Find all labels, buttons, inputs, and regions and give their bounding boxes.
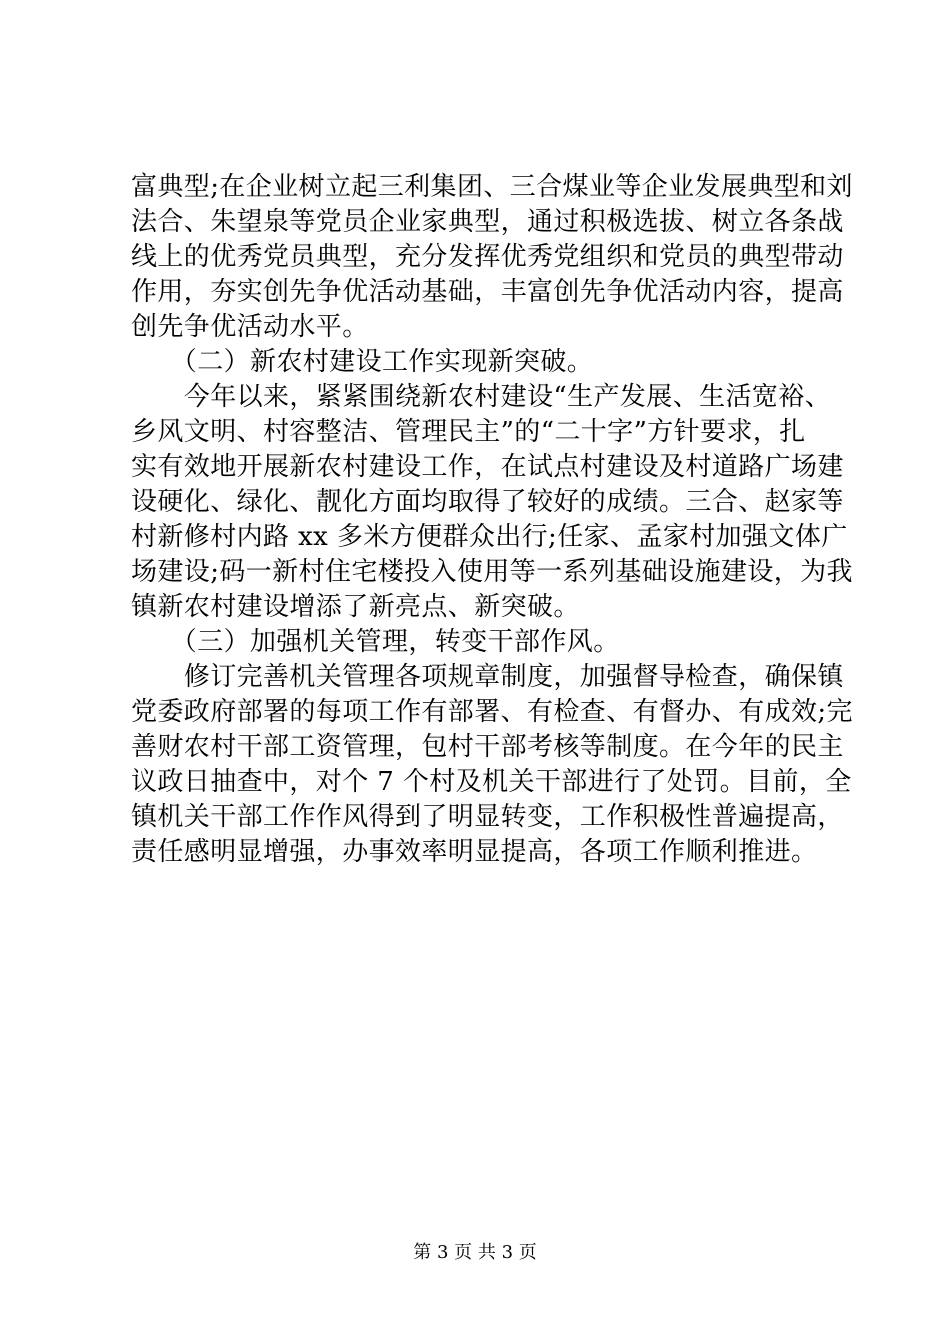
text-line: 法合、朱望泉等党员企业家典型，通过积极选拔、树立各条战 [131,207,844,237]
text-line: 今年以来，紧紧围绕新农村建设“生产发展、生活宽裕、 [131,382,832,412]
text-line: 修订完善机关管理各项规章制度，加强督导检查，确保镇 [131,662,844,692]
section-heading: （二）新农村建设工作实现新突破。 [131,347,594,377]
text-line: 乡风文明、村容整洁、管理民主”的“二十字”方针要求，扎 [131,417,806,447]
section-heading: （三）加强机关管理，转变干部作风。 [131,627,620,657]
text-line: 党委政府部署的每项工作有部署、有检查、有督办、有成效;完 [131,697,853,727]
text-line: 富典型;在企业树立起三利集团、三合煤业等企业发展典型和刘 [131,172,853,202]
text-line: 作用，夯实创先争优活动基础，丰富创先争优活动内容，提高 [131,277,844,307]
text-line: 善财农村干部工资管理，包村干部考核等制度。在今年的民主 [131,732,844,762]
text-line: 议政日抽查中，对个 7 个村及机关干部进行了处罚。目前，全 [131,767,852,797]
text-line: 镇新农村建设增添了新亮点、新突破。 [131,592,580,622]
text-line: 创先争优活动水平。 [131,312,369,342]
text-line: 村新修村内路 xx 多米方便群众出行;任家、孟家村加强文体广 [131,522,848,552]
text-line: 实有效地开展新农村建设工作，在试点村建设及村道路广场建 [131,452,844,482]
page-number-footer: 第 3 页 共 3 页 [413,1242,537,1263]
text-line: 场建设;码一新村住宅楼投入使用等一系列基础设施建设，为我 [131,557,853,587]
document-body [131,170,853,870]
text-line: 责任感明显增强，办事效率明显提高，各项工作顺利推进。 [131,837,818,867]
text-line: 设硬化、绿化、靓化方面均取得了较好的成绩。三合、赵家等 [131,487,844,517]
text-line: 镇机关干部工作作风得到了明显转变，工作积极性普遍提高， [131,802,844,832]
text-line: 线上的优秀党员典型，充分发挥优秀党组织和党员的典型带动 [131,242,844,272]
